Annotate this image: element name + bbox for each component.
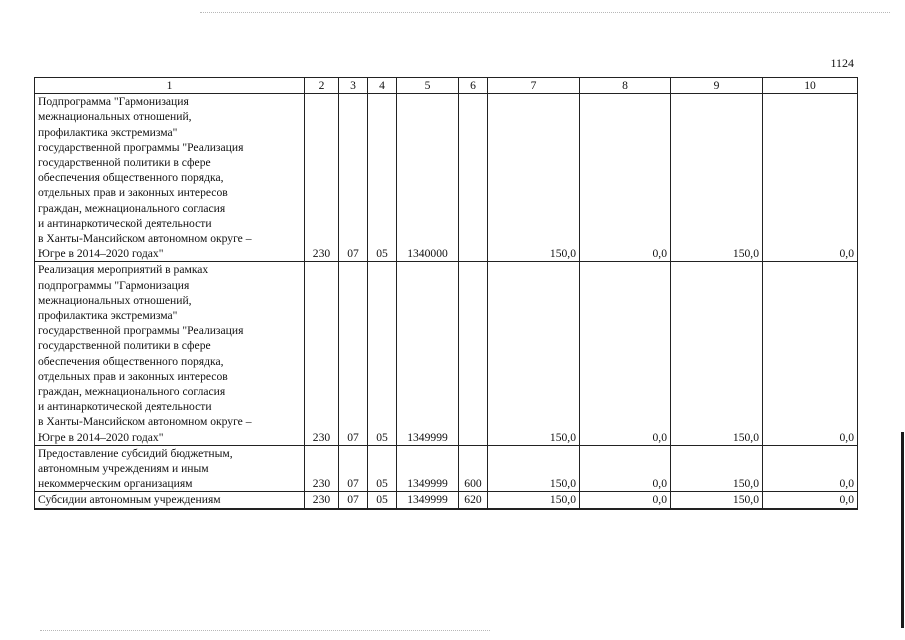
row-name: Подпрограмма "Гармонизация межнациональных отношений, профилактика экстремизма" государственной программы "Реализация государственной политики в сфере обеспечения общественного порядка, отдельных прав и законных интересов граждан, межнационального согласия и антинаркотической деятельности в Ханты-Мансийском автономном округе – Югре в 2014–2020 годах" xyxy=(35,94,305,262)
cell-subsection: 05 xyxy=(368,445,397,492)
table-row xyxy=(35,492,858,509)
cell-section: 07 xyxy=(339,94,368,262)
table-header-row xyxy=(35,78,858,94)
cell-value-7: 150,0 xyxy=(488,262,580,445)
column-header: 7 xyxy=(488,78,580,94)
table-row xyxy=(35,445,858,492)
cell-value-9: 150,0 xyxy=(671,445,763,492)
column-header: 4 xyxy=(368,78,397,94)
cell-target-article: 1349999 xyxy=(397,262,459,445)
column-header: 3 xyxy=(339,78,368,94)
scan-artifact-top xyxy=(200,12,890,14)
column-header: 6 xyxy=(459,78,488,94)
cell-section: 07 xyxy=(339,492,368,509)
cell-value-10: 0,0 xyxy=(763,94,858,262)
cell-expense-type xyxy=(459,94,488,262)
cell-admin-code: 230 xyxy=(305,445,339,492)
cell-value-8: 0,0 xyxy=(580,94,671,262)
cell-subsection: 05 xyxy=(368,492,397,509)
cell-value-9: 150,0 xyxy=(671,262,763,445)
scan-artifact-bottom xyxy=(40,630,490,632)
table-row xyxy=(35,94,858,262)
cell-target-article: 1349999 xyxy=(397,445,459,492)
cell-target-article: 1349999 xyxy=(397,492,459,509)
cell-expense-type: 620 xyxy=(459,492,488,509)
cell-section: 07 xyxy=(339,445,368,492)
cell-value-7: 150,0 xyxy=(488,94,580,262)
cell-value-10: 0,0 xyxy=(763,445,858,492)
cell-value-8: 0,0 xyxy=(580,492,671,509)
column-header: 5 xyxy=(397,78,459,94)
row-name: Реализация мероприятий в рамках подпрограммы "Гармонизация межнациональных отношений, профилактика экстремизма" государственной программы "Реализация государственной политики в сфере обеспечения общественного порядка, отдельных прав и законных интересов граждан, межнационального согласия и антинаркотической деятельности в Ханты-Мансийском автономном округе – Югре в 2014–2020 годах" xyxy=(35,262,305,445)
column-header: 8 xyxy=(580,78,671,94)
column-header: 1 xyxy=(35,78,305,94)
table-row xyxy=(35,262,858,445)
page-number: 1124 xyxy=(830,56,854,70)
row-name: Предоставление субсидий бюджетным, автономным учреждениям и иным некоммерческим организациям xyxy=(35,445,305,492)
cell-expense-type xyxy=(459,262,488,445)
cell-target-article: 1340000 xyxy=(397,94,459,262)
cell-value-10: 0,0 xyxy=(763,262,858,445)
cell-value-9: 150,0 xyxy=(671,94,763,262)
column-header: 2 xyxy=(305,78,339,94)
cell-expense-type: 600 xyxy=(459,445,488,492)
cell-subsection: 05 xyxy=(368,262,397,445)
cell-subsection: 05 xyxy=(368,94,397,262)
cell-value-9: 150,0 xyxy=(671,492,763,509)
scan-edge-bar xyxy=(901,432,904,628)
cell-section: 07 xyxy=(339,262,368,445)
cell-value-8: 0,0 xyxy=(580,445,671,492)
budget-table xyxy=(34,77,858,510)
cell-admin-code: 230 xyxy=(305,262,339,445)
column-header: 10 xyxy=(763,78,858,94)
column-header: 9 xyxy=(671,78,763,94)
cell-value-7: 150,0 xyxy=(488,445,580,492)
cell-value-10: 0,0 xyxy=(763,492,858,509)
row-name: Субсидии автономным учреждениям xyxy=(35,492,305,509)
cell-admin-code: 230 xyxy=(305,492,339,509)
cell-admin-code: 230 xyxy=(305,94,339,262)
cell-value-7: 150,0 xyxy=(488,492,580,509)
cell-value-8: 0,0 xyxy=(580,262,671,445)
